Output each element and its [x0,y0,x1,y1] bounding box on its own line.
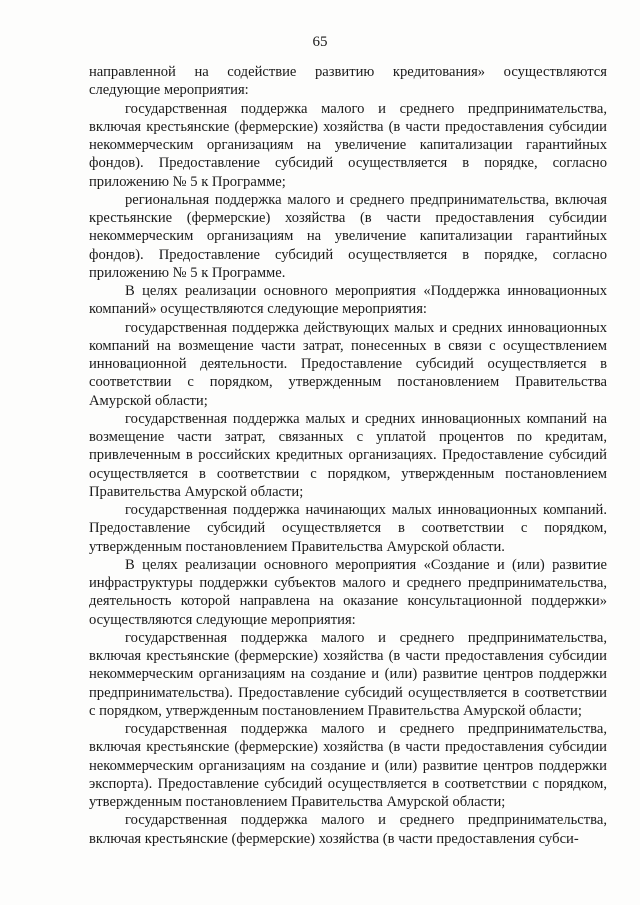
paragraph: региональная поддержка малого и среднего предпринимательства, включая крестьянские (фермерские) хозяйства (в части предоставления субсидии некоммерческим организациям на увеличение капитализации гарантийных фондов). Предоставление субсидий осуществляется в порядке, согласно приложению № 5 к Программе. [89,191,607,281]
paragraph: государственная поддержка малого и среднего предпринимательства, включая крестьянские (фермерские) хозяйства (в части предоставления субсидии некоммерческим организациям на создание и (или) развитие центров поддержки предпринимательства). Предоставление субсидий осуществляется в соответствии с порядком, утвержденным постановлением Правительства Амурской области; [89,629,607,719]
paragraph: государственная поддержка малого и среднего предпринимательства, включая крестьянские (фермерские) хозяйства (в части предоставления субсидии некоммерческим организациям на создание и (или) развитие центров поддержки экспорта). Предоставление субсидий осуществляется в соответствии с порядком, утвержденным постановлением Правительства Амурской области; [89,721,607,810]
paragraph: В целях реализации основного мероприятия «Создание и (или) развитие инфраструктуры поддержки субъектов малого и среднего предпринимательства, деятельность которой направлена на оказание консультационной поддержки» осуществляются следующие мероприятия: [89,556,607,628]
page-number: 65 [312,34,328,50]
paragraph: В целях реализации основного мероприятия «Поддержка инновационных компаний» осуществляются следующие мероприятия: [89,283,607,318]
paragraph: государственная поддержка малого и среднего предпринимательства, включая крестьянские (фермерские) хозяйства (в части предоставления субсидии некоммерческим организациям на увеличение капитализации гарантийных фондов). Предоставление субсидий осуществляется в порядке, согласно приложению № 5 к Программе; [89,100,607,190]
paragraph: государственная поддержка малого и среднего предпринимательства, включая крестьянские (фермерские) хозяйства (в части предоставления субси- [89,812,607,847]
paragraph: государственная поддержка действующих малых и средних инновационных компаний на возмещение части затрат, понесенных в связи с осуществлением инновационной деятельности. Предоставление субсидий осуществляется в соответствии с порядком, утвержденным постановлением Правительства Амурской области; [89,319,607,409]
paragraph: государственная поддержка малых и средних инновационных компаний на возмещение части затрат, связанных с уплатой процентов по кредитам, привлеченным в российских кредитных организациях. Предоставление субсидий осуществляется в соответствии с порядком, утвержденным постановлением Правительства Амурской области; [89,410,607,500]
paragraph-continuation: направленной на содействие развитию кредитования» осуществляются следующие мероприятия: [89,64,607,99]
paragraph: государственная поддержка начинающих малых инновационных компаний. Предоставление субсидий осуществляется в соответствии с порядком, утвержденным постановлением Правительства Амурской области. [89,502,607,555]
document-body [89,63,607,848]
